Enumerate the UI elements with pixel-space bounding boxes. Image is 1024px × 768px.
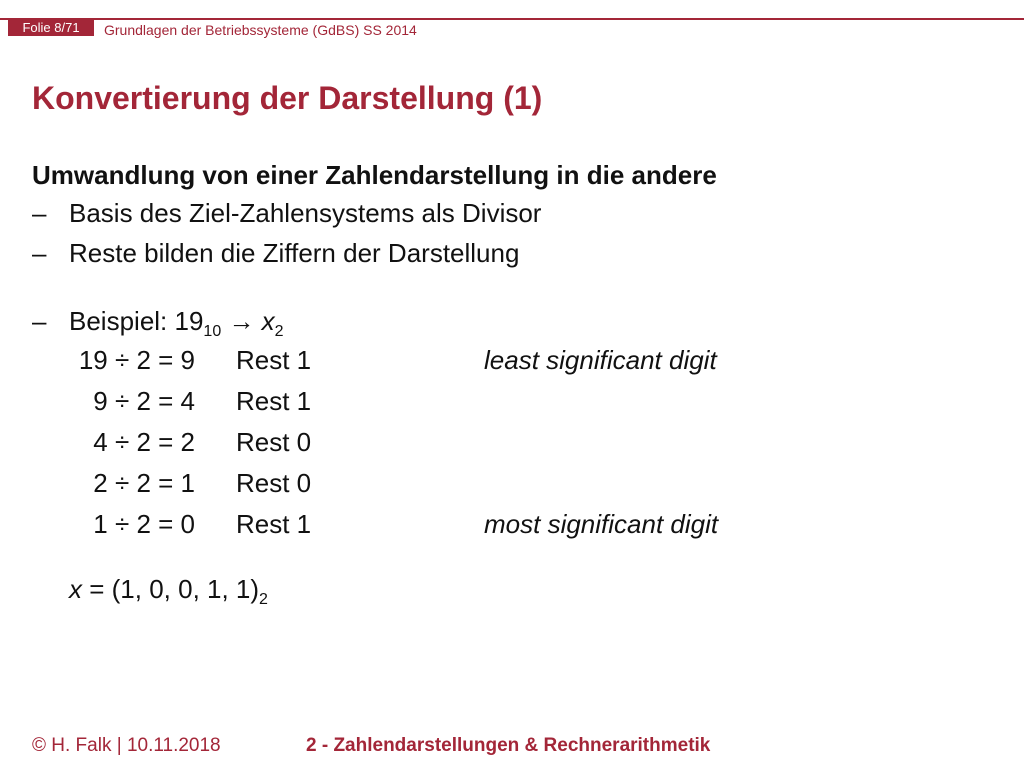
example-target-base: 2 (274, 323, 284, 340)
example-arrow: → (221, 306, 262, 336)
example-variable: x (261, 306, 275, 336)
bullet-text: Basis des Ziel-Zahlensystems als Divisor (69, 198, 542, 228)
result-expression (69, 574, 268, 608)
digit-note: most significant digit (484, 509, 719, 539)
division-remainder: Rest 1 (236, 386, 312, 416)
header-rule (0, 18, 1024, 20)
division-equation: 19 ÷ 2 = 9 (78, 345, 195, 375)
division-row (0, 345, 1024, 377)
division-remainder: Rest 1 (236, 345, 312, 375)
division-equation: 2 ÷ 2 = 1 (93, 468, 195, 498)
division-remainder: Rest 1 (236, 509, 312, 539)
division-row (0, 468, 1024, 500)
course-title: Grundlagen der Betriebssysteme (GdBS) SS 2014 (104, 22, 417, 38)
footer-author-date: © H. Falk | 10.11.2018 (32, 735, 221, 756)
division-row (0, 427, 1024, 459)
bullet-dash: – (32, 198, 47, 228)
example-label: Beispiel: 19 (69, 306, 204, 336)
division-equation: 4 ÷ 2 = 2 (93, 427, 195, 457)
division-equation: 9 ÷ 2 = 4 (93, 386, 195, 416)
bullet-dash: – (32, 306, 47, 336)
example-source-base: 10 (203, 323, 222, 340)
bullet-dash: – (32, 238, 47, 268)
result-value: = (1, 0, 0, 1, 1) (82, 574, 260, 604)
division-equation: 1 ÷ 2 = 0 (93, 509, 195, 539)
slide-title: Konvertierung der Darstellung (1) (32, 80, 543, 116)
division-remainder: Rest 0 (236, 468, 312, 498)
division-row (0, 386, 1024, 418)
footer-chapter: 2 - Zahlendarstellungen & Rechnerarithmetik (306, 735, 711, 756)
digit-note: least significant digit (484, 345, 717, 375)
result-variable: x (69, 574, 82, 604)
slide-number-badge: Folie 8/71 (8, 20, 94, 36)
example-text (69, 306, 284, 340)
bullet-text: Reste bilden die Ziffern der Darstellung (69, 238, 520, 268)
division-row (0, 509, 1024, 541)
division-remainder: Rest 0 (236, 427, 312, 457)
section-heading: Umwandlung von einer Zahlendarstellung in die andere (32, 160, 717, 190)
result-base: 2 (259, 591, 268, 608)
